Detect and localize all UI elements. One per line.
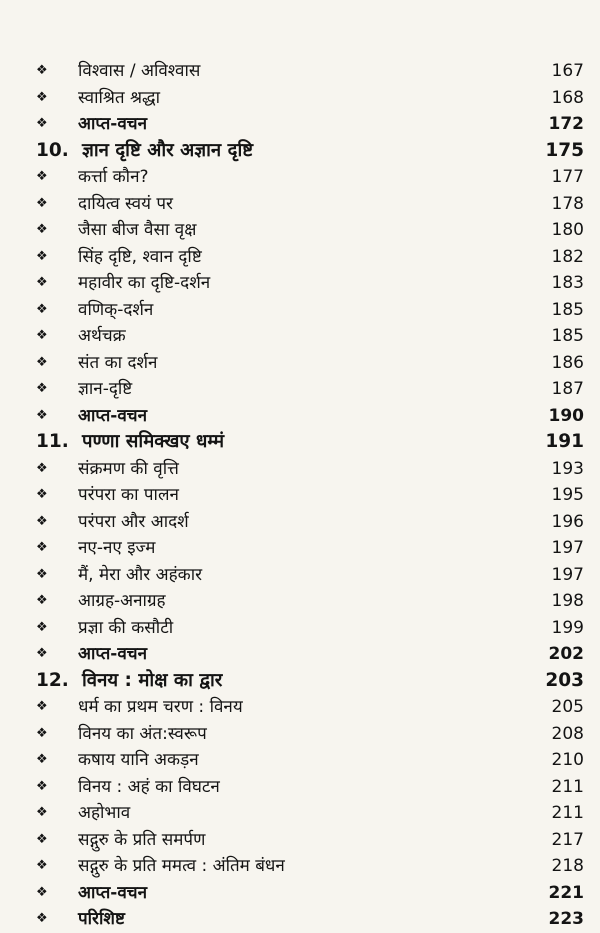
page-number: 203	[545, 669, 584, 691]
toc-entry-row	[36, 827, 584, 854]
chapter-number: 11.	[36, 431, 69, 452]
diamond-bullet-icon: ❖	[36, 407, 48, 423]
toc-entry-row	[36, 509, 584, 536]
diamond-bullet-icon: ❖	[36, 911, 48, 926]
toc-entry-row	[36, 562, 584, 589]
diamond-bullet-icon: ❖	[36, 248, 48, 264]
entry-title: विनय : अहं का विघटन	[78, 776, 220, 797]
page-number: 221	[548, 882, 584, 903]
diamond-bullet-icon: ❖	[36, 381, 48, 396]
page-number: 217	[551, 829, 584, 850]
diamond-bullet-icon: ❖	[36, 222, 48, 237]
page-number: 185	[551, 326, 584, 346]
page-number: 218	[551, 856, 584, 876]
toc-entry-row	[36, 58, 584, 85]
entry-title: सद्गुरु के प्रति समर्पण	[78, 829, 206, 850]
entry-title: नए-नए इज्म	[78, 538, 156, 558]
toc-entry-row	[36, 270, 584, 297]
toc-entry-row	[36, 323, 584, 350]
page-number: 186	[551, 352, 584, 373]
diamond-bullet-icon: ❖	[36, 354, 48, 370]
diamond-bullet-icon: ❖	[36, 328, 48, 343]
diamond-bullet-icon: ❖	[36, 460, 48, 476]
page-number: 178	[551, 193, 584, 214]
page-number: 185	[551, 299, 584, 320]
toc-entry-row	[36, 111, 584, 138]
diamond-bullet-icon: ❖	[36, 752, 48, 767]
entry-title: आप्त-वचन	[78, 882, 148, 903]
diamond-bullet-icon: ❖	[36, 593, 48, 608]
entry-title: कर्त्ता कौन?	[78, 167, 149, 187]
entry-title: आप्त-वचन	[78, 405, 148, 426]
page-number: 210	[551, 750, 584, 770]
entry-title: परंपरा का पालन	[78, 485, 179, 505]
toc-chapter-row	[36, 429, 584, 456]
toc-entry-row	[36, 641, 584, 668]
page-number: 211	[551, 803, 584, 823]
diamond-bullet-icon: ❖	[36, 646, 48, 661]
entry-title: परंपरा और आदर्श	[78, 511, 189, 532]
toc-entry-row	[36, 403, 584, 430]
entry-title: ज्ञान दृष्टि और अज्ञान दृष्टि	[82, 139, 254, 161]
diamond-bullet-icon: ❖	[36, 805, 48, 820]
toc-entry-row	[36, 376, 584, 403]
toc-entry-row	[36, 85, 584, 112]
entry-title: दायित्व स्वयं पर	[78, 193, 173, 214]
diamond-bullet-icon: ❖	[36, 116, 48, 131]
toc-entry-row	[36, 694, 584, 721]
entry-title: धर्म का प्रथम चरण : विनय	[78, 697, 243, 717]
page-number: 172	[548, 114, 584, 134]
page-number: 197	[551, 564, 584, 585]
entry-title: परिशिष्ट	[78, 909, 125, 929]
entry-title: वणिक्-दर्शन	[78, 299, 154, 320]
toc-entry-row	[36, 747, 584, 774]
diamond-bullet-icon: ❖	[36, 63, 48, 78]
toc-entry-row	[36, 482, 584, 509]
entry-title: स्वाश्रित श्रद्धा	[78, 87, 161, 108]
page-number: 175	[545, 139, 584, 161]
diamond-bullet-icon: ❖	[36, 778, 48, 794]
diamond-bullet-icon: ❖	[36, 619, 48, 635]
page-number: 168	[551, 87, 584, 108]
page-number: 197	[551, 538, 584, 558]
toc-entry-row	[36, 906, 584, 933]
page-number: 190	[548, 405, 584, 426]
entry-title: आग्रह-अनाग्रह	[78, 591, 166, 611]
diamond-bullet-icon: ❖	[36, 725, 48, 741]
page-number: 211	[551, 776, 584, 797]
page-number: 182	[551, 246, 584, 267]
entry-title: संक्रमण की वृत्ति	[78, 458, 179, 479]
entry-title: विश्वास / अविश्वास	[78, 61, 201, 81]
page-number: 205	[551, 697, 584, 717]
entry-title: अहोभाव	[78, 803, 131, 823]
page-number: 167	[551, 61, 584, 81]
toc-entry-row	[36, 853, 584, 880]
toc-entry-row	[36, 588, 584, 615]
page-number: 196	[551, 511, 584, 532]
entry-title: पण्णा समिक्खए धम्मं	[82, 431, 225, 452]
entry-title: विनय का अंत:स्वरूप	[78, 723, 207, 744]
entry-title: विनय : मोक्ष का द्वार	[82, 669, 223, 691]
toc-entry-row	[36, 880, 584, 907]
toc-entry-row	[36, 721, 584, 748]
diamond-bullet-icon: ❖	[36, 540, 48, 555]
entry-title: जैसा बीज वैसा वृक्ष	[78, 220, 197, 240]
toc-entry-row	[36, 774, 584, 801]
toc-chapter-row	[36, 668, 584, 695]
entry-title: संत का दर्शन	[78, 352, 158, 373]
page-number: 208	[551, 723, 584, 744]
entry-title: प्रज्ञा की कसौटी	[78, 617, 174, 638]
entry-title: सद्गुरु के प्रति ममत्व : अंतिम बंधन	[78, 856, 285, 876]
entry-title: आप्त-वचन	[78, 644, 148, 664]
entry-title: कषाय यानि अकड़न	[78, 750, 199, 770]
toc-chapter-row	[36, 138, 584, 165]
diamond-bullet-icon: ❖	[36, 275, 48, 290]
toc-entry-row	[36, 615, 584, 642]
diamond-bullet-icon: ❖	[36, 169, 48, 184]
diamond-bullet-icon: ❖	[36, 513, 48, 529]
toc-entry-row	[36, 800, 584, 827]
toc-entry-row	[36, 297, 584, 324]
diamond-bullet-icon: ❖	[36, 195, 48, 211]
page-number: 198	[551, 591, 584, 611]
toc-entry-row	[36, 191, 584, 218]
entry-title: आप्त-वचन	[78, 114, 148, 134]
diamond-bullet-icon: ❖	[36, 487, 48, 502]
diamond-bullet-icon: ❖	[36, 699, 48, 714]
toc-entry-row	[36, 350, 584, 377]
diamond-bullet-icon: ❖	[36, 858, 48, 873]
table-of-contents	[36, 58, 584, 933]
page-number: 202	[548, 644, 584, 664]
chapter-number: 12.	[36, 669, 69, 691]
entry-title: सिंह दृष्टि, श्वान दृष्टि	[78, 246, 202, 267]
entry-title: ज्ञान-दृष्टि	[78, 379, 133, 399]
toc-entry-row	[36, 217, 584, 244]
page-number: 183	[551, 273, 584, 293]
page-number: 187	[551, 379, 584, 399]
entry-title: मैं, मेरा और अहंकार	[78, 564, 203, 585]
diamond-bullet-icon: ❖	[36, 884, 48, 900]
page-number: 177	[551, 167, 584, 187]
page-number: 195	[551, 485, 584, 505]
page-number: 180	[551, 220, 584, 240]
toc-entry-row	[36, 535, 584, 562]
page-number: 199	[551, 617, 584, 638]
chapter-number: 10.	[36, 139, 69, 161]
page-number: 193	[551, 458, 584, 479]
toc-entry-row	[36, 456, 584, 483]
diamond-bullet-icon: ❖	[36, 566, 48, 582]
diamond-bullet-icon: ❖	[36, 301, 48, 317]
diamond-bullet-icon: ❖	[36, 831, 48, 847]
diamond-bullet-icon: ❖	[36, 89, 48, 105]
entry-title: अर्थचक्र	[78, 326, 126, 346]
entry-title: महावीर का दृष्टि-दर्शन	[78, 273, 211, 293]
toc-entry-row	[36, 244, 584, 271]
toc-entry-row	[36, 164, 584, 191]
page-number: 191	[545, 431, 584, 452]
page-number: 223	[548, 909, 584, 929]
